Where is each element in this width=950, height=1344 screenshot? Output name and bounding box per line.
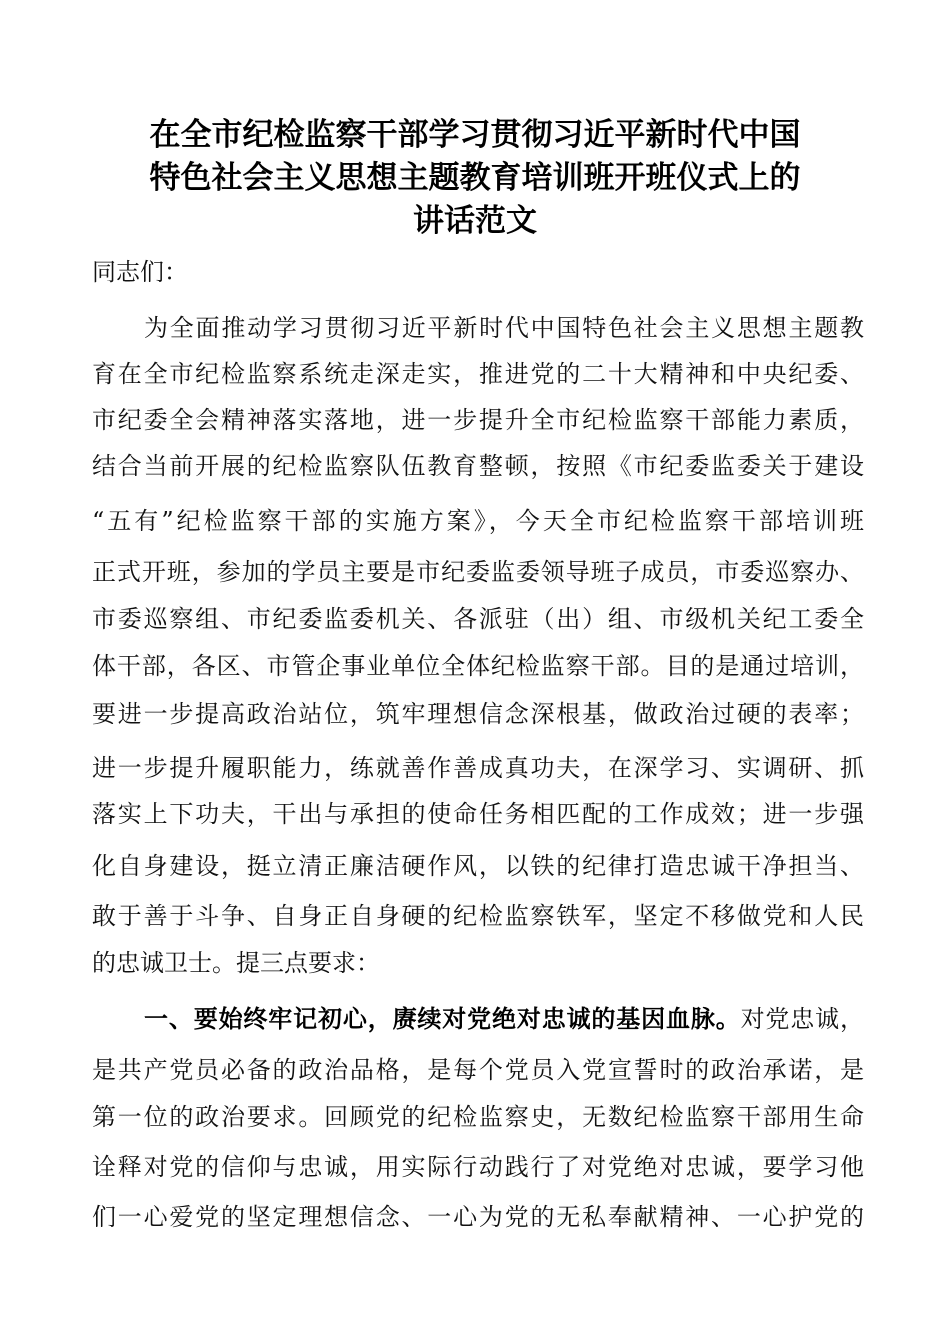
section-first-line (144, 991, 864, 1047)
body-line: 市纪委全会精神落实落地，进一步提升全市纪检监察干部能力素质， (92, 406, 864, 434)
body-line: 敢于善于斗争、自身正自身硬的纪检监察铁军，坚定不移做党和人民 (92, 902, 864, 930)
title-line: 讲话范文 (413, 203, 537, 239)
body-line: 结合当前开展的纪检监察队伍教育整顿，按照《市纪委监委关于建设 (92, 452, 864, 480)
body-line: “五有”纪检监察干部的实施方案》，今天全市纪检监察干部培训班 (92, 507, 864, 535)
body-line: 的忠诚卫士。提三点要求： (92, 949, 380, 977)
section-text: 对党忠诚， (740, 1005, 865, 1033)
body-line: 育在全市纪检监察系统走深走实，推进党的二十大精神和中央纪委、 (92, 360, 864, 388)
document-title (80, 114, 870, 243)
section-line: 第一位的政治要求。回顾党的纪检监察史，无数纪检监察干部用生命 (92, 1103, 864, 1131)
section-heading: 一、要始终牢记初心，赓续对党绝对忠诚的基因血脉。 (144, 1005, 741, 1033)
body-line: 要进一步提高政治站位，筑牢理想信念深根基，做政治过硬的表率； (92, 700, 864, 728)
body-line: 落实上下功夫，干出与承担的使命任务相匹配的工作成效；进一步强 (92, 800, 864, 828)
body-line: 体干部，各区、市管企事业单位全体纪检监察干部。目的是通过培训， (92, 652, 864, 680)
body-line: 为全面推动学习贯彻习近平新时代中国特色社会主义思想主题教 (144, 314, 864, 342)
title-line: 特色社会主义思想主题教育培训班开班仪式上的 (149, 160, 801, 196)
body-line: 正式开班，参加的学员主要是市纪委监委领导班子成员，市委巡察办、 (92, 558, 864, 586)
salutation: 同志们： (92, 258, 188, 286)
body-line: 市委巡察组、市纪委监委机关、各派驻（出）组、市级机关纪工委全 (92, 605, 864, 633)
section-line: 诠释对党的信仰与忠诚，用实际行动践行了对党绝对忠诚，要学习他 (92, 1153, 864, 1181)
section-line: 们一心爱党的坚定理想信念、一心为党的无私奉献精神、一心护党的 (92, 1203, 864, 1231)
body-line: 进一步提升履职能力，练就善作善成真功夫，在深学习、实调研、抓 (92, 754, 864, 782)
body-line: 化自身建设，挺立清正廉洁硬作风，以铁的纪律打造忠诚干净担当、 (92, 852, 864, 880)
section-line: 是共产党员必备的政治品格，是每个党员入党宣誓时的政治承诺，是 (92, 1056, 864, 1084)
title-line: 在全市纪检监察干部学习贯彻习近平新时代中国 (149, 117, 801, 153)
